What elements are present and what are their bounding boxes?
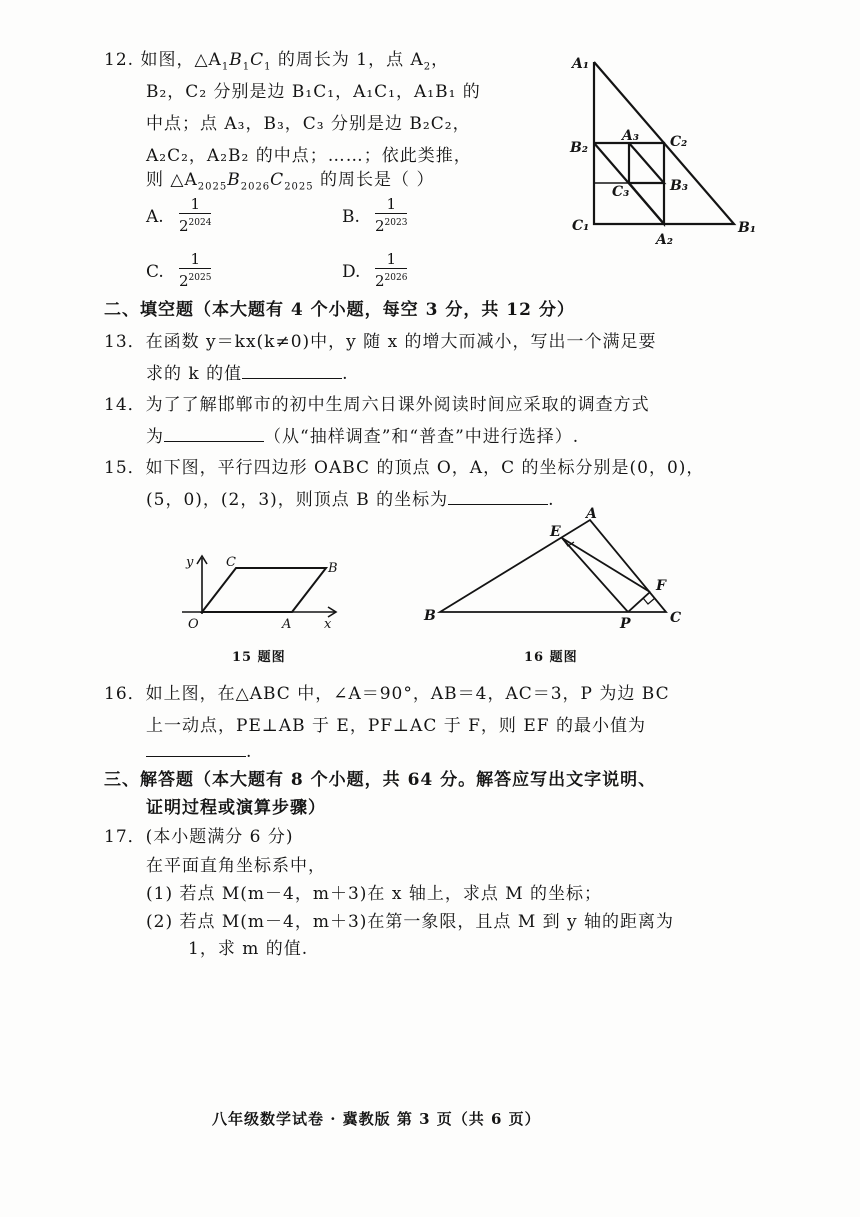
q17-line-1: 17．(本小题满分 6 分) xyxy=(104,827,294,847)
q12-sub: 2026 xyxy=(240,181,271,193)
fraction-numerator: 1 xyxy=(179,250,211,269)
q17-line-5: 1，求 m 的值. xyxy=(188,939,309,959)
q12-text: ， xyxy=(431,50,450,70)
q14-text: （从“抽样调查”和“普查”中进行选择）. xyxy=(264,427,580,447)
label-c: C xyxy=(226,555,236,570)
q12-text: C xyxy=(270,170,285,190)
section-3-heading-line-2: 证明过程或演算步骤） xyxy=(146,798,326,818)
label-f: F xyxy=(656,578,666,594)
q15-figure xyxy=(176,548,346,638)
label-a: A xyxy=(586,506,597,522)
option-label: C. xyxy=(146,262,164,282)
fraction-numerator: 1 xyxy=(375,250,407,269)
label-a: A xyxy=(282,617,292,632)
label-a2: A₂ xyxy=(656,232,673,248)
option-label: D. xyxy=(342,262,361,282)
option-fraction xyxy=(375,250,407,290)
q12-sub: 2 xyxy=(423,61,432,73)
q15-text: (5，0)，(2，3)，则顶点 B 的坐标为 xyxy=(146,490,449,510)
q15-line-1: 15．如下图，平行四边形 OABC 的顶点 O，A，C 的坐标分别是(0，0)， xyxy=(104,458,705,478)
fraction-numerator: 1 xyxy=(375,195,407,214)
den-exp: 2023 xyxy=(384,218,408,228)
segment-ef xyxy=(562,538,650,592)
label-b3: B₃ xyxy=(670,178,688,194)
q16-caption: 16 题图 xyxy=(524,650,578,665)
q12-text: B xyxy=(229,50,243,70)
q17-line-2: 在平面直角坐标系中， xyxy=(146,856,326,876)
q16-answer-blank[interactable] xyxy=(146,740,246,757)
q12-line-2: B₂，C₂ 分别是边 B₁C₁，A₁C₁，A₁B₁ 的 xyxy=(146,82,481,102)
label-e: E xyxy=(550,524,561,540)
den-base: 2 xyxy=(179,272,189,290)
q14-line-1: 14．为了了解邯郸市的初中生周六日课外阅读时间应采取的调查方式 xyxy=(104,395,650,415)
option-label: A. xyxy=(146,207,164,227)
q12-text: 则 △A xyxy=(146,170,198,190)
q14-text: 为 xyxy=(146,427,164,447)
label-y: y xyxy=(186,555,194,570)
segment-pe xyxy=(562,538,628,612)
den-base: 2 xyxy=(375,217,385,235)
label-c2: C₂ xyxy=(670,134,688,150)
q12-text: 如图，△A xyxy=(140,50,222,70)
q15-text: . xyxy=(548,490,555,510)
q12-text: 的周长是（ ） xyxy=(313,170,435,190)
q13-text: 求的 k 的值 xyxy=(146,364,243,384)
den-base: 2 xyxy=(375,272,385,290)
option-fraction xyxy=(179,250,211,290)
den-exp: 2026 xyxy=(384,273,408,283)
q13-answer-blank[interactable] xyxy=(242,362,342,379)
q12-text: 的周长为 1，点 A xyxy=(271,50,424,70)
q17-line-3: (1) 若点 M(m－4，m＋3)在 x 轴上，求点 M 的坐标； xyxy=(146,884,603,904)
line-c3-a2 xyxy=(629,183,664,224)
label-x: x xyxy=(324,617,332,632)
q12-sub: 1 xyxy=(221,61,230,73)
q16-text: . xyxy=(246,742,253,762)
fraction-denominator xyxy=(179,269,211,290)
right-angle-f xyxy=(643,598,655,604)
den-exp: 2024 xyxy=(188,218,212,228)
fraction-denominator xyxy=(375,214,407,235)
label-c3: C₃ xyxy=(612,184,630,200)
q16-figure xyxy=(422,504,692,634)
label-b: B xyxy=(424,608,436,624)
label-o: O xyxy=(188,617,199,632)
q13-text: . xyxy=(342,364,349,384)
label-b1: B₁ xyxy=(738,220,756,236)
q13-line-1: 13．在函数 y＝kx(k≠0)中，y 随 x 的增大而减小，写出一个满足要 xyxy=(104,332,657,352)
option-label: B. xyxy=(342,207,360,227)
fraction-denominator xyxy=(375,269,407,290)
section-3-heading-line-1: 三、解答题（本大题有 8 个小题，共 64 分。解答应写出文字说明、 xyxy=(104,770,657,790)
q12-text: B xyxy=(227,170,241,190)
q12-sub: 1 xyxy=(264,61,272,73)
triangle-a3b3c3 xyxy=(629,143,664,183)
label-c: C xyxy=(670,610,682,626)
den-exp: 2025 xyxy=(188,273,212,283)
q16-line-1: 16．如上图，在△ABC 中，∠A＝90°，AB＝4，AC＝3，P 为边 BC xyxy=(104,684,670,704)
q14-line-2 xyxy=(146,425,579,449)
parallelogram-oabc xyxy=(202,568,326,612)
q12-figure xyxy=(566,48,766,248)
q12-sub: 2025 xyxy=(284,181,314,193)
fraction-denominator xyxy=(179,214,211,235)
q12-text: C xyxy=(250,50,265,70)
q13-line-2 xyxy=(146,362,349,386)
q12-line-3: 中点；点 A₃，B₃，C₃ 分别是边 B₂C₂， xyxy=(146,114,471,134)
q12-sub: 1 xyxy=(242,61,251,73)
q12-line-1 xyxy=(104,48,449,79)
label-a3: A₃ xyxy=(622,128,639,144)
section-2-heading: 二、填空题（本大题有 4 个小题，每空 3 分，共 12 分） xyxy=(104,300,575,320)
fraction-numerator: 1 xyxy=(179,195,211,214)
q16-line-2: 上一动点，PE⊥AB 于 E，PF⊥AC 于 F，则 EF 的最小值为 xyxy=(146,716,646,736)
den-base: 2 xyxy=(179,217,189,235)
label-a1: A₁ xyxy=(572,56,589,72)
page-footer: 八年级数学试卷 · 冀教版 第 3 页（共 6 页） xyxy=(212,1110,541,1128)
q16-line-3 xyxy=(146,740,252,764)
q12-number: 12. xyxy=(104,50,135,70)
q15-caption: 15 题图 xyxy=(232,650,286,665)
q14-answer-blank[interactable] xyxy=(164,425,264,442)
q12-sub: 2025 xyxy=(197,181,228,193)
option-fraction xyxy=(375,195,407,235)
q12-line-4: A₂C₂，A₂B₂ 的中点；……；依此类推， xyxy=(146,146,472,166)
label-p: P xyxy=(620,616,631,632)
label-b2: B₂ xyxy=(570,140,588,156)
q15-answer-blank[interactable] xyxy=(448,488,548,505)
label-b: B xyxy=(328,561,338,576)
q17-line-4: (2) 若点 M(m－4，m＋3)在第一象限，且点 M 到 y 轴的距离为 xyxy=(146,912,675,932)
label-c1: C₁ xyxy=(572,218,590,234)
option-fraction xyxy=(179,195,211,235)
